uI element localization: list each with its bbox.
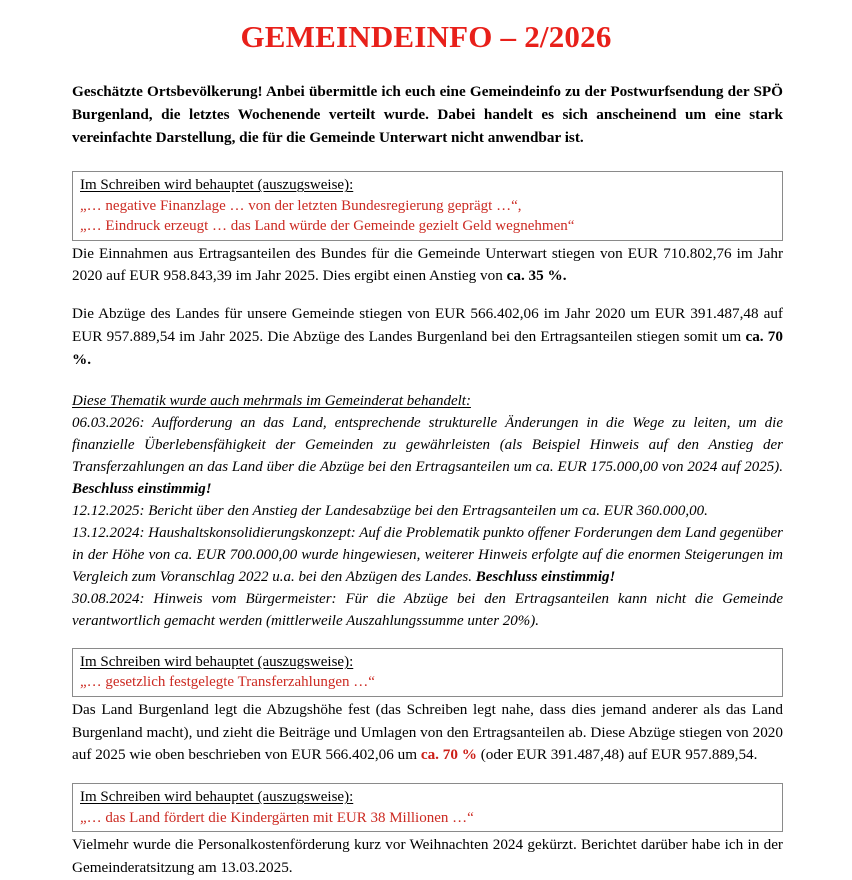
council-entry-text: 30.08.2024: Hinweis vom Bürgermeister: Für die Abzüge bei den Ertragsanteilen kann nicht die Gemeinde verantwortlich gemacht werden (mittlerweile Auszahlungssumme unter 20%). — [72, 590, 783, 629]
council-entry-decision: Beschluss einstimmig! — [475, 568, 616, 585]
quote-box-2-heading: Im Schreiben wird behauptet (auszugsweise): — [80, 654, 354, 671]
quote-box-3 — [72, 783, 783, 832]
council-entry — [72, 412, 783, 500]
paragraph-abzuege-text: Die Abzüge des Landes für unsere Gemeinde stiegen von EUR 566.402,06 im Jahr 2020 um EUR 391.487,48 auf EUR 957.889,54 im Jahr 2025. Die Abzüge des Landes Burgenland bei den Ertragsanteilen stiegen somit um — [72, 305, 783, 345]
paragraph-einnahmen — [72, 243, 783, 289]
document-body — [72, 80, 783, 880]
quote-box-1-heading: Im Schreiben wird behauptet (auszugsweise): — [80, 177, 354, 194]
paragraph-abzugshoehe-text-b: (oder EUR 391.487,48) auf EUR 957.889,54. — [476, 746, 758, 764]
quote-box-2 — [72, 648, 783, 697]
council-entry — [72, 500, 783, 522]
council-entry-text: 12.12.2025: Bericht über den Anstieg der Landesabzüge bei den Ertragsanteilen um ca. EUR 360.000,00. — [72, 502, 708, 519]
council-section — [72, 390, 783, 633]
paragraph-abzugshoehe-highlight: ca. 70 % — [420, 746, 477, 764]
council-entry-text: 13.12.2024: Haushaltskonsolidierungskonzept: Auf die Problematik punkto offener Forderungen dem Land gegenüber in der Höhe von ca. EUR 700.000,00 wurde hingewiesen, weiterer Hinweis erfolgte auf die enormen Steigerungen im Vergleich zum Voranschlag 2022 u.a. bei den Abzügen des Landes. — [72, 524, 784, 585]
council-entry — [72, 522, 783, 588]
quote-box-3-heading: Im Schreiben wird behauptet (auszugsweise): — [80, 789, 354, 806]
paragraph-abzuege-highlight: ca. 70 %. — [72, 327, 783, 368]
paragraph-abzugshoehe — [72, 699, 783, 767]
council-entry-text: 06.03.2026: Aufforderung an das Land, entsprechende strukturelle Änderungen in die Wege zu leiten, um die finanzielle Überlebensfähigkeit der Gemeinden zu gewährleisten (als Beispiel Hinweis auf den Anstieg der Transferzahlungen an das Land über die Abzüge bei den Ertragsanteilen um ca. EUR 175.000,00 von 2024 auf 2025). — [72, 414, 783, 475]
paragraph-abzugshoehe-text: Das Land Burgenland legt die Abzugshöhe fest (das Schreiben legt nahe, dass dies jemand anderer als das Land Burgenland macht), und zieht die Beiträge und Umlagen von den Ertragsanteilen ab. Diese Abzüge stiegen von 2020 auf 2025 wie oben beschrieben von EUR 566.402,06 um — [72, 700, 783, 764]
paragraph-einnahmen-highlight: ca. 35 %. — [506, 267, 567, 285]
quote-box-1 — [72, 171, 783, 240]
paragraph-abzuege — [72, 303, 783, 371]
council-entry — [72, 588, 783, 632]
quote-box-1-line-2: „… Eindruck erzeugt … das Land würde der Gemeinde gezielt Geld wegnehmen“ — [80, 218, 575, 235]
quote-box-3-line-1: „… das Land fördert die Kindergärten mit EUR 38 Millionen …“ — [80, 809, 474, 826]
intro-paragraph: Geschätzte Ortsbevölkerung! Anbei übermittle ich euch eine Gemeindeinfo zu der Postwurfsendung der SPÖ Burgenland, die letztes Wochenende verteilt wurde. Dabei handelt es sich anscheinend um eine stark vereinfachte Darstellung, die für die Gemeinde Unterwart nicht anwendbar ist. — [72, 83, 783, 147]
council-section-heading: Diese Thematik wurde auch mehrmals im Gemeinderat behandelt: — [72, 392, 471, 409]
quote-box-2-line-1: „… gesetzlich festgelegte Transferzahlungen …“ — [80, 674, 375, 691]
quote-box-1-line-1: „… negative Finanzlage … von der letzten Bundesregierung geprägt …“, — [80, 197, 522, 214]
paragraph-einnahmen-text: Die Einnahmen aus Ertragsanteilen des Bundes für die Gemeinde Unterwart stiegen von EUR 710.802,76 im Jahr 2020 auf EUR 958.843,39 im Jahr 2025. Dies ergibt einen Anstieg von — [72, 244, 783, 285]
page-title: GEMEINDEINFO – 2/2026 — [240, 19, 612, 54]
paragraph-kindergarten: Vielmehr wurde die Personalkostenförderung kurz vor Weihnachten 2024 gekürzt. Berichtet darüber habe ich in der Gemeinderatsitzung am 13.03.2025. — [72, 836, 783, 876]
council-entry-decision: Beschluss einstimmig! — [72, 480, 212, 497]
document-page — [0, 19, 852, 876]
